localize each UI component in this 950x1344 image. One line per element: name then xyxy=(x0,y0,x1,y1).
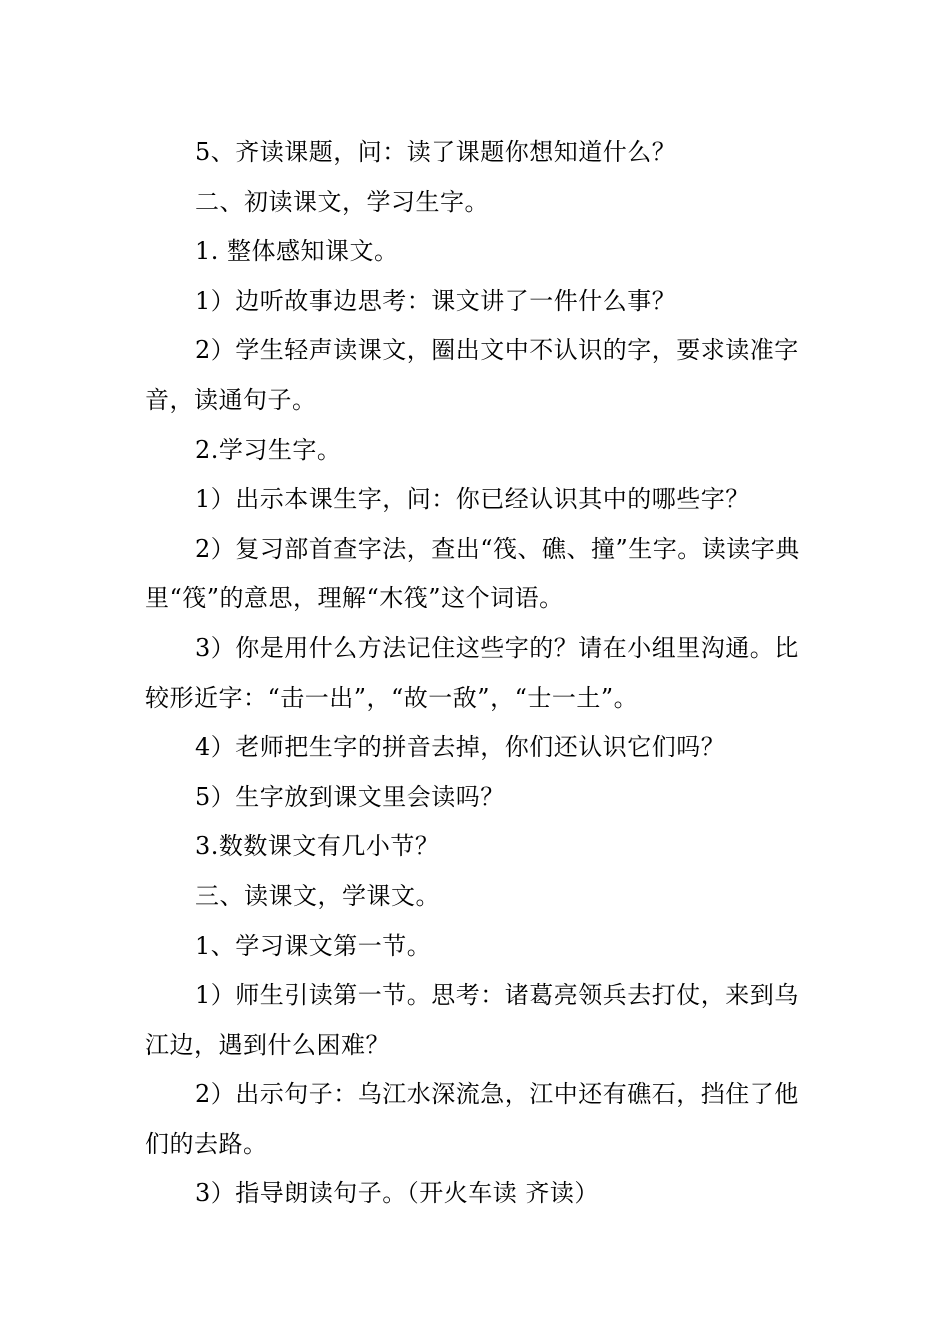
subheading: 1. 整体感知课文。 xyxy=(195,237,399,266)
paragraph: 5、齐读课题，问：读了课题你想知道什么？ xyxy=(195,138,677,166)
subheading: 3.数数课文有几小节？ xyxy=(195,832,440,861)
paragraph: 2）出示句子：乌江水深流急，江中还有礁石，挡住了他们的去路。 xyxy=(145,1080,799,1158)
paragraph: 2）复习部首查字法，查出“筏、礁、撞”生字。读读字典里“筏”的意思，理解“木筏”这个词语。 xyxy=(145,534,800,613)
section-heading: 三、读课文，学课文。 xyxy=(195,881,440,910)
subheading: 1、学习课文第一节。 xyxy=(195,931,432,960)
paragraph: 1）出示本课生字，问：你已经认识其中的哪些字？ xyxy=(195,485,750,514)
paragraph: 1）边听故事边思考：课文讲了一件什么事？ xyxy=(195,286,677,315)
paragraph: 3）你是用什么方法记住这些字的？请在小组里沟通。比较形近字：“击一出”，“故一敌”，“士一土”。 xyxy=(145,633,799,712)
paragraph: 4）老师把生字的拼音去掉，你们还认识它们吗？ xyxy=(195,733,726,762)
section-heading: 二、初读课文，学习生字。 xyxy=(195,187,489,216)
subheading: 2.学习生字。 xyxy=(195,435,342,464)
paragraph: 2）学生轻声读课文，圈出文中不认识的字，要求读准字音，读通句子。 xyxy=(145,336,799,414)
document-body xyxy=(145,128,810,1219)
paragraph: 5）生字放到课文里会读吗？ xyxy=(195,782,505,811)
paragraph: 3）指导朗读句子。（开火车读 齐读） xyxy=(195,1179,599,1208)
paragraph: 1）师生引读第一节。思考：诸葛亮领兵去打仗，来到乌江边，遇到什么困难？ xyxy=(145,981,799,1059)
